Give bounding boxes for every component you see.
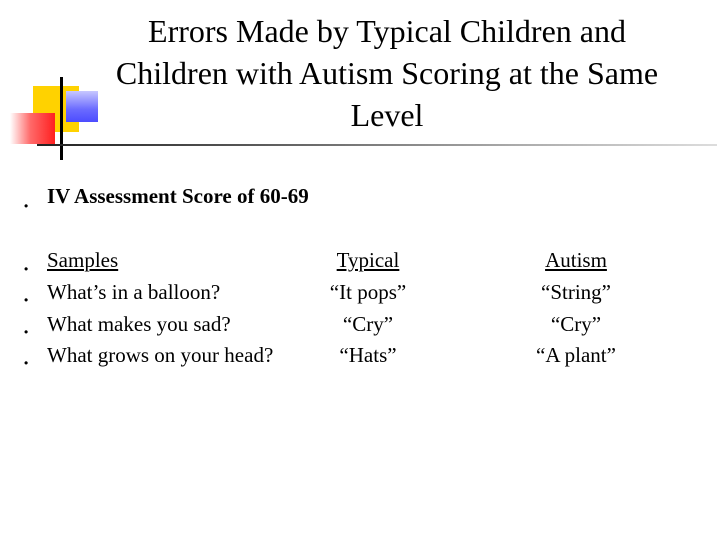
bullet-icon: • bbox=[24, 262, 29, 276]
decor-red-square bbox=[10, 113, 55, 144]
autism-answer: “Cry” bbox=[550, 312, 602, 336]
bullet-icon: • bbox=[24, 199, 29, 213]
sample-question: What’s in a balloon? bbox=[47, 280, 221, 304]
header-samples: Samples bbox=[47, 248, 119, 272]
autism-answer: “String” bbox=[541, 280, 611, 304]
typical-answer: “It pops” bbox=[329, 280, 407, 304]
sample-question: What grows on your head? bbox=[47, 343, 274, 367]
decor-blue-square bbox=[66, 91, 98, 122]
autism-answer: “A plant” bbox=[536, 343, 616, 367]
header-autism: Autism bbox=[545, 248, 607, 272]
typical-answer: “Hats” bbox=[339, 343, 397, 367]
decor-vertical-line bbox=[60, 77, 63, 160]
sample-question: What makes you sad? bbox=[47, 312, 231, 336]
header-typical: Typical bbox=[336, 248, 400, 272]
assessment-heading: IV Assessment Score of 60-69 bbox=[47, 184, 309, 208]
typical-answer: “Cry” bbox=[342, 312, 394, 336]
bullet-icon: • bbox=[24, 293, 29, 307]
title-divider-line bbox=[37, 144, 717, 146]
slide-title: Errors Made by Typical Children and Children with Autism Scoring at the Same Level bbox=[115, 13, 659, 133]
bullet-icon: • bbox=[24, 325, 29, 339]
bullet-icon: • bbox=[24, 356, 29, 370]
